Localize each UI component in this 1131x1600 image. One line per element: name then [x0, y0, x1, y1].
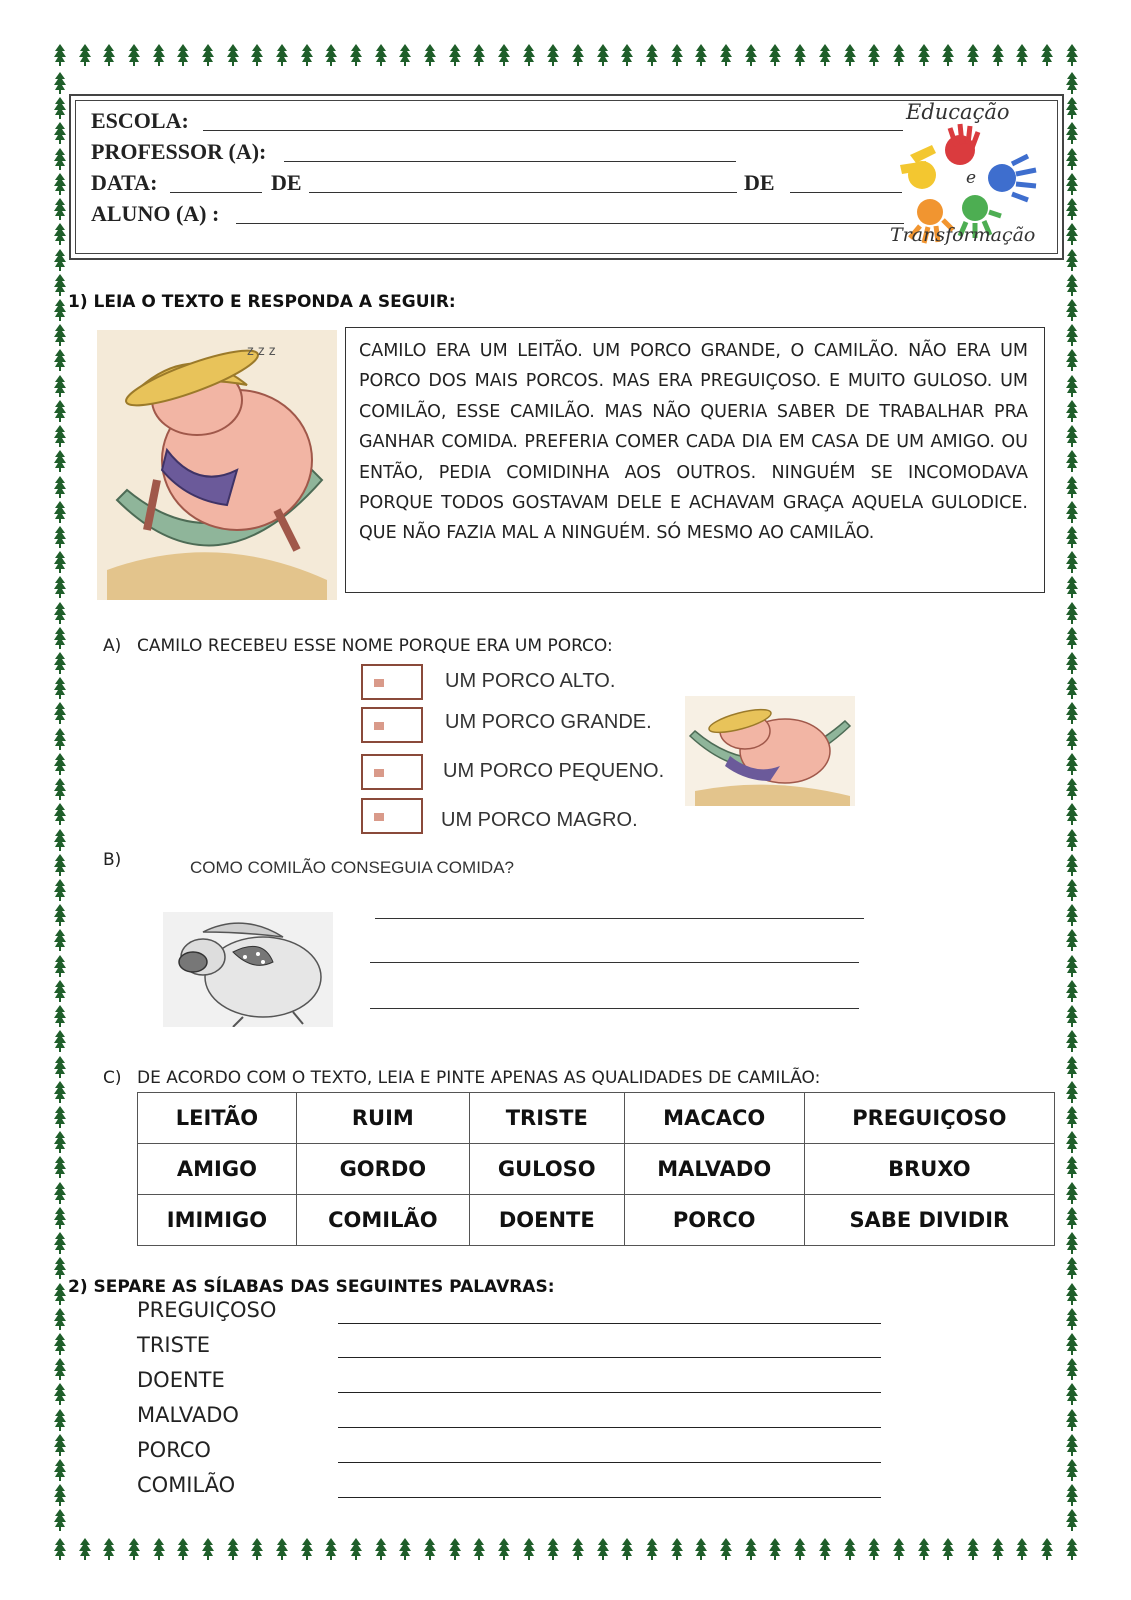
tree-icon	[449, 1538, 461, 1560]
tree-icon	[54, 576, 66, 598]
tree-icon	[375, 1538, 387, 1560]
tree-icon	[646, 44, 658, 66]
tree-icon	[301, 44, 313, 66]
table-row	[138, 1144, 1055, 1195]
tree-icon	[720, 44, 732, 66]
tree-icon	[1066, 1056, 1078, 1078]
data-year-field[interactable]	[790, 192, 902, 193]
tree-icon	[54, 72, 66, 94]
tree-icon	[794, 1538, 806, 1560]
tree-icon	[54, 1207, 66, 1229]
tree-icon	[449, 44, 461, 66]
tree-icon	[1066, 1081, 1078, 1103]
question-a-text: CAMILO RECEBEU ESSE NOME PORQUE ERA UM PORCO:	[137, 636, 613, 656]
border-left	[54, 72, 66, 1532]
tree-icon	[942, 44, 954, 66]
tree-icon	[1066, 1459, 1078, 1481]
tree-icon	[54, 1509, 66, 1531]
pig-hammock-small-icon	[685, 696, 855, 806]
tree-icon	[1066, 1358, 1078, 1380]
tree-icon	[54, 1131, 66, 1153]
tree-icon	[54, 1056, 66, 1078]
tree-icon	[1066, 980, 1078, 1002]
tree-icon	[572, 44, 584, 66]
tree-icon	[1066, 122, 1078, 144]
answer-line-1[interactable]	[375, 918, 864, 919]
tree-icon	[523, 44, 535, 66]
tree-icon	[79, 1538, 91, 1560]
tree-icon	[54, 854, 66, 876]
tree-icon	[128, 1538, 140, 1560]
tree-icon	[54, 753, 66, 775]
tree-icon	[202, 1538, 214, 1560]
word-item: MALVADO	[137, 1403, 239, 1427]
tree-icon	[1066, 425, 1078, 447]
tree-icon	[745, 1538, 757, 1560]
pig-sketch-icon	[163, 912, 333, 1027]
tree-icon	[54, 1030, 66, 1052]
tree-icon	[572, 1538, 584, 1560]
logo-text-mid: e	[966, 168, 977, 188]
tree-icon	[227, 44, 239, 66]
tree-icon	[1066, 72, 1078, 94]
tree-icon	[473, 44, 485, 66]
tree-icon	[1041, 44, 1053, 66]
option-checkbox-1[interactable]	[361, 664, 423, 700]
tree-icon	[992, 44, 1004, 66]
tree-icon	[54, 1358, 66, 1380]
tree-icon	[720, 1538, 732, 1560]
question-b-text: COMO COMILÃO CONSEGUIA COMIDA?	[190, 858, 514, 877]
tree-icon	[1066, 576, 1078, 598]
tree-icon	[1066, 1182, 1078, 1204]
syllable-line[interactable]	[338, 1427, 881, 1428]
tree-icon	[1066, 1308, 1078, 1330]
tree-icon	[1066, 1409, 1078, 1431]
tree-icon	[1066, 1005, 1078, 1027]
tree-icon	[276, 44, 288, 66]
syllable-line[interactable]	[338, 1392, 881, 1393]
logo-text-bottom: Transformação	[890, 224, 1036, 246]
tree-icon	[399, 1538, 411, 1560]
pig-hammock-small-image	[685, 696, 855, 806]
tree-icon	[54, 450, 66, 472]
tree-icon	[54, 702, 66, 724]
option-label-3: UM PORCO PEQUENO.	[443, 760, 665, 782]
tree-icon	[967, 1538, 979, 1560]
tree-icon	[1066, 1434, 1078, 1456]
tree-icon	[227, 1538, 239, 1560]
tree-icon	[1066, 148, 1078, 170]
tree-icon	[1066, 1131, 1078, 1153]
tree-icon	[54, 476, 66, 498]
professor-field[interactable]	[284, 161, 736, 162]
tree-icon	[54, 1383, 66, 1405]
tree-icon	[1066, 450, 1078, 472]
table-cell[interactable]: MACACO	[624, 1093, 804, 1144]
tree-icon	[276, 1538, 288, 1560]
tree-icon	[54, 1434, 66, 1456]
tree-icon	[153, 44, 165, 66]
tree-icon	[1066, 929, 1078, 951]
tree-icon	[1066, 803, 1078, 825]
word-item: TRISTE	[137, 1333, 211, 1357]
professor-label: PROFESSOR (A):	[91, 139, 267, 164]
tree-icon	[54, 1081, 66, 1103]
data-day-field[interactable]	[170, 192, 262, 193]
question-2-title: 2) SEPARE AS SÍLABAS DAS SEGUINTES PALAVRAS:	[68, 1277, 555, 1297]
tree-icon	[1016, 1538, 1028, 1560]
tree-icon	[547, 44, 559, 66]
table-cell[interactable]: MALVADO	[624, 1144, 804, 1195]
tree-icon	[1066, 97, 1078, 119]
tree-icon	[54, 400, 66, 422]
tree-icon	[967, 44, 979, 66]
tree-icon	[1066, 728, 1078, 750]
tree-icon	[54, 1459, 66, 1481]
tree-icon	[424, 44, 436, 66]
tree-icon	[399, 44, 411, 66]
escola-label: ESCOLA:	[91, 108, 189, 133]
tree-icon	[1066, 778, 1078, 800]
tree-icon	[1066, 551, 1078, 573]
tree-icon	[54, 1182, 66, 1204]
tree-icon	[523, 1538, 535, 1560]
tree-icon	[1066, 1030, 1078, 1052]
tree-icon	[1066, 627, 1078, 649]
word-item: PORCO	[137, 1438, 211, 1462]
logo-text-top: Educação	[906, 100, 1010, 124]
tree-icon	[1066, 1509, 1078, 1531]
option-label-1: UM PORCO ALTO.	[445, 670, 616, 692]
border-top	[54, 44, 1078, 66]
tree-icon	[498, 1538, 510, 1560]
tree-icon	[671, 1538, 683, 1560]
tree-icon	[769, 1538, 781, 1560]
tree-icon	[54, 627, 66, 649]
tree-icon	[794, 44, 806, 66]
data-label: DATA:	[91, 170, 158, 195]
tree-icon	[844, 44, 856, 66]
tree-icon	[54, 652, 66, 674]
tree-icon	[54, 198, 66, 220]
tree-icon	[54, 904, 66, 926]
tree-icon	[301, 1538, 313, 1560]
border-bottom	[54, 1538, 1078, 1560]
table-cell[interactable]: BRUXO	[804, 1144, 1054, 1195]
tree-icon	[1066, 299, 1078, 321]
tree-icon	[1066, 1333, 1078, 1355]
table-cell[interactable]: LEITÃO	[138, 1093, 297, 1144]
tree-icon	[1066, 1383, 1078, 1405]
option-checkbox-4[interactable]	[361, 798, 423, 834]
aluno-label: ALUNO (A) :	[91, 201, 220, 226]
logo	[890, 100, 1060, 255]
data-month-field[interactable]	[309, 192, 737, 193]
tree-icon	[54, 274, 66, 296]
tree-icon	[671, 44, 683, 66]
tree-icon	[819, 44, 831, 66]
tree-icon	[424, 1538, 436, 1560]
tree-icon	[54, 122, 66, 144]
aluno-field[interactable]	[236, 223, 904, 224]
tree-icon	[1066, 904, 1078, 926]
pig-hammock-icon	[97, 330, 337, 600]
syllable-line[interactable]	[338, 1462, 881, 1463]
tree-icon	[1066, 1283, 1078, 1305]
tree-icon	[844, 1538, 856, 1560]
tree-icon	[1066, 652, 1078, 674]
tree-icon	[1066, 1106, 1078, 1128]
tree-icon	[54, 501, 66, 523]
tree-icon	[54, 1232, 66, 1254]
tree-icon	[646, 1538, 658, 1560]
table-cell[interactable]: AMIGO	[138, 1144, 297, 1195]
tree-icon	[54, 173, 66, 195]
tree-icon	[621, 44, 633, 66]
question-b-prefix: B)	[103, 850, 122, 870]
table-row	[138, 1093, 1055, 1144]
tree-icon	[54, 223, 66, 245]
tree-icon	[54, 728, 66, 750]
tree-icon	[54, 1484, 66, 1506]
tree-icon	[1066, 1232, 1078, 1254]
tree-icon	[54, 778, 66, 800]
border-right	[1066, 72, 1078, 1532]
syllable-line[interactable]	[338, 1323, 881, 1324]
tree-icon	[1066, 753, 1078, 775]
tree-icon	[54, 299, 66, 321]
table-row	[138, 1195, 1055, 1246]
table-cell[interactable]: PORCO	[624, 1195, 804, 1246]
answer-line-2[interactable]	[370, 962, 859, 963]
escola-field[interactable]	[203, 130, 903, 131]
tree-icon	[54, 1005, 66, 1027]
table-cell[interactable]: GULOSO	[469, 1144, 624, 1195]
tree-icon	[498, 44, 510, 66]
tree-icon	[54, 324, 66, 346]
tree-icon	[251, 44, 263, 66]
tree-icon	[1066, 223, 1078, 245]
table-cell[interactable]: PREGUIÇOSO	[804, 1093, 1054, 1144]
pig-hammock-image	[97, 330, 337, 600]
tree-icon	[1066, 198, 1078, 220]
tree-icon	[868, 44, 880, 66]
tree-icon	[325, 44, 337, 66]
tree-icon	[893, 44, 905, 66]
tree-icon	[54, 148, 66, 170]
question-1-title: 1) LEIA O TEXTO E RESPONDA A SEGUIR:	[68, 292, 456, 312]
tree-icon	[1066, 44, 1078, 66]
tree-icon	[54, 803, 66, 825]
tree-icon	[1066, 1207, 1078, 1229]
de-label-1: DE	[271, 170, 302, 195]
tree-icon	[54, 677, 66, 699]
tree-icon	[54, 44, 66, 66]
tree-icon	[54, 879, 66, 901]
tree-icon	[54, 349, 66, 371]
question-a-prefix: A)	[103, 636, 122, 656]
tree-icon	[54, 829, 66, 851]
tree-icon	[103, 1538, 115, 1560]
story-text: CAMILO ERA UM LEITÃO. UM PORCO GRANDE, O CAMILÃO. NÃO ERA UM PORCO DOS MAIS PORCOS. MAS ERA PREGUIÇOSO. E MUITO GULOSO. UM COMILÃO, ESSE CAMILÃO. MAS NÃO QUERIA SABER DE TRABALHAR PRA GANHAR COMIDA. PREFERIA COMER CADA DIA EM CASA DE UM AMIGO. OU ENTÃO, PEDIA COMIDINHA AOS OUTROS. NINGUÉM SE INCOMODAVA PORQUE TODOS GOSTAVAM DELE E ACHAVAM GRAÇA AQUELA GULODICE. QUE NÃO FAZIA MAL A NINGUÉM. SÓ MESMO AO CAMILÃO.	[345, 327, 1045, 593]
tree-icon	[54, 1308, 66, 1330]
tree-icon	[918, 44, 930, 66]
tree-icon	[1066, 702, 1078, 724]
tree-icon	[1066, 173, 1078, 195]
option-checkbox-3[interactable]	[361, 754, 423, 790]
tree-icon	[547, 1538, 559, 1560]
tree-icon	[54, 551, 66, 573]
tree-icon	[325, 1538, 337, 1560]
answer-line-3[interactable]	[370, 1008, 859, 1009]
tree-icon	[1066, 1257, 1078, 1279]
tree-icon	[918, 1538, 930, 1560]
tree-icon	[54, 929, 66, 951]
table-cell[interactable]: IMIMIGO	[138, 1195, 297, 1246]
table-cell[interactable]: DOENTE	[469, 1195, 624, 1246]
tree-icon	[695, 1538, 707, 1560]
tree-icon	[54, 1106, 66, 1128]
tree-icon	[54, 602, 66, 624]
pig-sketch-image	[163, 912, 333, 1027]
de-label-2: DE	[744, 170, 775, 195]
word-item: PREGUIÇOSO	[137, 1298, 277, 1322]
word-item: DOENTE	[137, 1368, 225, 1392]
tree-icon	[1066, 602, 1078, 624]
tree-icon	[597, 1538, 609, 1560]
tree-icon	[868, 1538, 880, 1560]
tree-icon	[153, 1538, 165, 1560]
table-cell[interactable]: RUIM	[296, 1093, 469, 1144]
tree-icon	[1066, 829, 1078, 851]
option-checkbox-2[interactable]	[361, 707, 423, 743]
tree-icon	[745, 44, 757, 66]
tree-icon	[54, 1283, 66, 1305]
tree-icon	[103, 44, 115, 66]
option-label-2: UM PORCO GRANDE.	[445, 711, 652, 733]
tree-icon	[54, 375, 66, 397]
tree-icon	[1066, 1156, 1078, 1178]
tree-icon	[54, 1333, 66, 1355]
question-c-prefix: C)	[103, 1068, 122, 1088]
tree-icon	[621, 1538, 633, 1560]
tree-icon	[54, 97, 66, 119]
option-label-4: UM PORCO MAGRO.	[441, 809, 638, 831]
table-cell[interactable]: COMILÃO	[296, 1195, 469, 1246]
tree-icon	[1066, 274, 1078, 296]
qualities-table	[137, 1092, 1055, 1246]
table-cell[interactable]: GORDO	[296, 1144, 469, 1195]
tree-icon	[54, 1409, 66, 1431]
tree-icon	[1066, 501, 1078, 523]
tree-icon	[597, 44, 609, 66]
tree-icon	[1041, 1538, 1053, 1560]
tree-icon	[1066, 1538, 1078, 1560]
tree-icon	[1066, 400, 1078, 422]
tree-icon	[1066, 324, 1078, 346]
tree-icon	[54, 955, 66, 977]
tree-icon	[54, 1156, 66, 1178]
tree-icon	[942, 1538, 954, 1560]
tree-icon	[1016, 44, 1028, 66]
tree-icon	[54, 249, 66, 271]
tree-icon	[769, 44, 781, 66]
table-cell[interactable]: TRISTE	[469, 1093, 624, 1144]
tree-icon	[350, 1538, 362, 1560]
tree-icon	[1066, 375, 1078, 397]
tree-icon	[1066, 1484, 1078, 1506]
tree-icon	[54, 1538, 66, 1560]
tree-icon	[350, 44, 362, 66]
tree-icon	[54, 1257, 66, 1279]
tree-icon	[128, 44, 140, 66]
tree-icon	[992, 1538, 1004, 1560]
word-item: COMILÃO	[137, 1473, 236, 1497]
tree-icon	[1066, 677, 1078, 699]
tree-icon	[1066, 249, 1078, 271]
tree-icon	[1066, 476, 1078, 498]
tree-icon	[79, 44, 91, 66]
syllable-line[interactable]	[338, 1497, 881, 1498]
tree-icon	[202, 44, 214, 66]
question-c-text: DE ACORDO COM O TEXTO, LEIA E PINTE APENAS AS QUALIDADES DE CAMILÃO:	[137, 1068, 821, 1088]
tree-icon	[54, 980, 66, 1002]
tree-icon	[1066, 879, 1078, 901]
tree-icon	[251, 1538, 263, 1560]
tree-icon	[1066, 955, 1078, 977]
tree-icon	[54, 425, 66, 447]
tree-icon	[695, 44, 707, 66]
tree-icon	[819, 1538, 831, 1560]
tree-icon	[1066, 349, 1078, 371]
syllable-line[interactable]	[338, 1357, 881, 1358]
tree-icon	[1066, 526, 1078, 548]
tree-icon	[1066, 854, 1078, 876]
tree-icon	[54, 526, 66, 548]
tree-icon	[177, 1538, 189, 1560]
tree-icon	[375, 44, 387, 66]
tree-icon	[473, 1538, 485, 1560]
tree-icon	[893, 1538, 905, 1560]
tree-icon	[177, 44, 189, 66]
table-cell[interactable]: SABE DIVIDIR	[804, 1195, 1054, 1246]
